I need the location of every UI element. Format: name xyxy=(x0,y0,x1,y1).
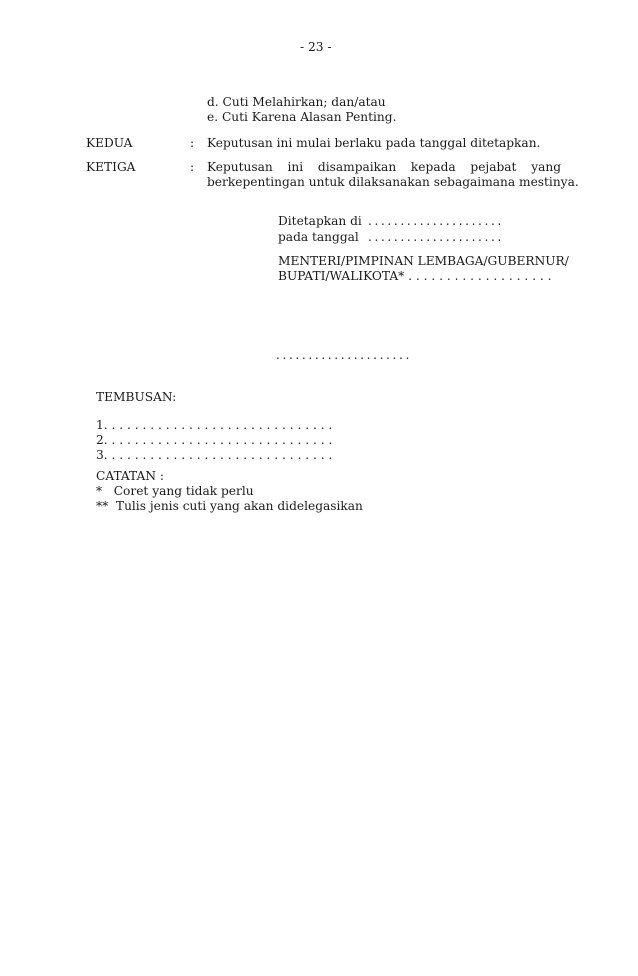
tanggal-dots: ..................... xyxy=(368,230,504,244)
tembusan-title: TEMBUSAN: xyxy=(96,390,177,404)
signatory-name-dots: ..................... xyxy=(276,348,412,362)
ketiga-text-line1: Keputusan ini disampaikan kepada pejabat yang xyxy=(207,160,561,174)
catatan-note-1: * Coret yang tidak perlu xyxy=(96,484,254,498)
ditetapkan-dots: ..................... xyxy=(368,214,504,228)
kedua-text: Keputusan ini mulai berlaku pada tanggal ditetapkan. xyxy=(207,136,541,150)
ketiga-text-line2: berkepentingan untuk dilaksanakan sebagaimana mestinya. xyxy=(207,175,579,189)
kedua-colon: : xyxy=(190,136,195,150)
ketiga-colon: : xyxy=(190,160,195,174)
list-item-e: e. Cuti Karena Alasan Penting. xyxy=(207,110,397,124)
kedua-label: KEDUA xyxy=(86,136,133,150)
official-title-line2: BUPATI/WALIKOTA* . . . . . . . . . . . . . . . . . . . xyxy=(278,269,552,283)
ditetapkan-label: Ditetapkan di xyxy=(278,214,362,228)
ketiga-label: KETIGA xyxy=(86,160,136,174)
catatan-note-2: ** Tulis jenis cuti yang akan didelegasikan xyxy=(96,499,363,513)
tanggal-label: pada tanggal xyxy=(278,230,359,244)
official-title-line1: MENTERI/PIMPINAN LEMBAGA/GUBERNUR/ xyxy=(278,254,569,268)
page-number: - 23 - xyxy=(300,40,332,54)
tembusan-item-3: 3. . . . . . . . . . . . . . . . . . . . . . . . . . . . . . xyxy=(96,448,333,462)
tembusan-item-1: 1. . . . . . . . . . . . . . . . . . . . . . . . . . . . . . xyxy=(96,418,333,432)
list-item-d: d. Cuti Melahirkan; dan/atau xyxy=(207,95,386,109)
tembusan-item-2: 2. . . . . . . . . . . . . . . . . . . . . . . . . . . . . . xyxy=(96,433,333,447)
catatan-title: CATATAN : xyxy=(96,469,164,483)
